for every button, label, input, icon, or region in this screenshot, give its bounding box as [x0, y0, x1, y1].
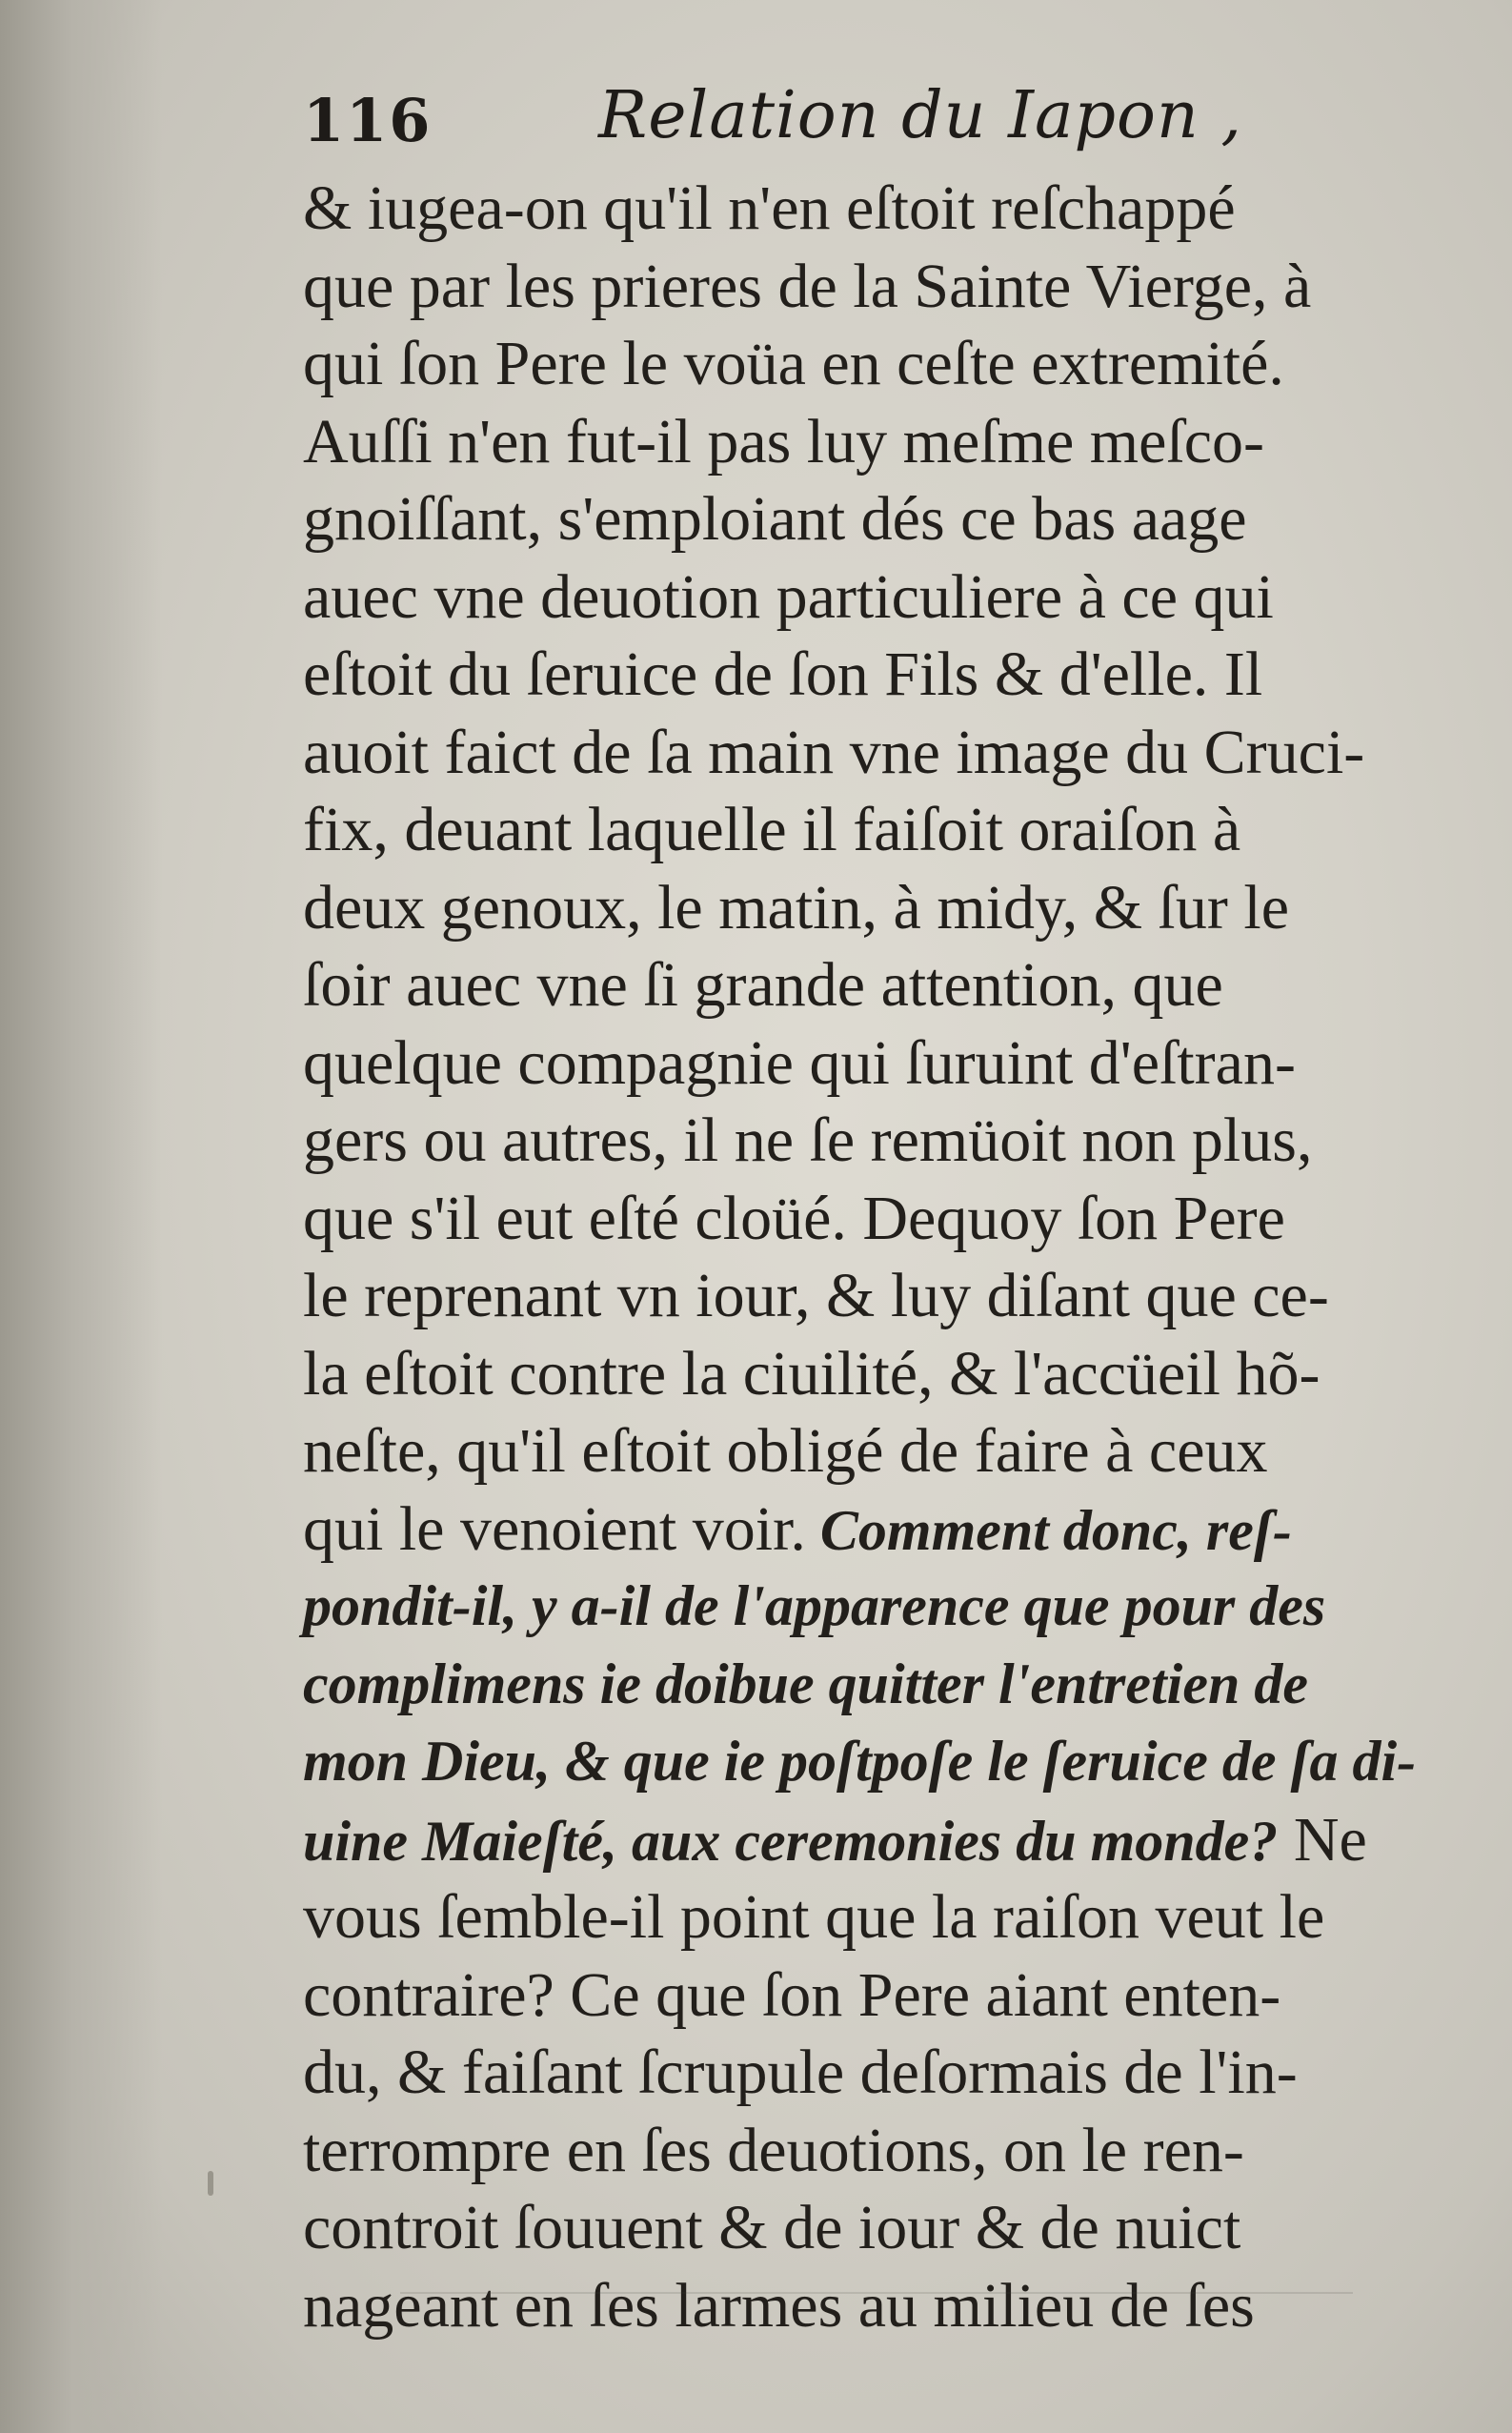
mixed-line: [303, 1490, 1446, 1569]
text-line: que par les prieres de la Sainte Vierge, à: [303, 251, 1312, 321]
ink-mark: [208, 2171, 213, 2196]
text-line: le reprenant vn iour, & luy diſant que ce-: [303, 1261, 1329, 1330]
body-text: [303, 170, 1446, 2344]
text-line: neſte, qu'il eſtoit obligé de faire à ceux: [303, 1416, 1268, 1486]
text-italic-segment: uine Maieſté, aux ceremonies du monde?: [303, 1809, 1279, 1873]
text-line: qui ſon Pere le voüa en ceſte extremité.: [303, 329, 1284, 398]
text-line: Auſſi n'en fut-il pas luy meſme meſco-: [303, 406, 1264, 476]
text-line: gers ou autres, il ne ſe remüoit non plus,: [303, 1105, 1313, 1175]
text-line: & iugea-on qu'il n'en eſtoit reſchappé: [303, 173, 1236, 243]
text-line: controit ſouuent & de iour & de nuict: [303, 2193, 1241, 2262]
text-line: eſtoit du ſeruice de ſon Fils & d'elle. Il: [303, 639, 1263, 709]
text-line: terrompre en ſes deuotions, on le ren-: [303, 2115, 1244, 2185]
text-line: auec vne deuotion particuliere à ce qui: [303, 561, 1274, 632]
running-title: Relation du Iapon ,: [598, 78, 1242, 153]
page-number: 116: [303, 86, 433, 155]
text-line: ſoir auec vne ſi grande attention, que: [303, 950, 1223, 1020]
page-header: [303, 78, 1427, 164]
text-line: que s'il eut eſté cloüé. Dequoy ſon Pere: [303, 1183, 1285, 1253]
text-line: la eſtoit contre la ciuilité, & l'accüeil hõ-: [303, 1338, 1320, 1409]
bottom-edge-shadow: [400, 2292, 1353, 2294]
mixed-line: [303, 1801, 1446, 1879]
text-italic-segment: Comment donc, reſ-: [805, 1498, 1292, 1562]
gutter-shadow: [0, 0, 162, 2433]
italic-line: complimens ie doibue quitter l'entretien de: [303, 1652, 1308, 1715]
text-line: fix, deuant laquelle il faiſoit oraiſon à: [303, 795, 1241, 864]
text-roman-segment: Ne: [1278, 1804, 1367, 1875]
text-line: gnoiſſant, s'emploiant dés ce bas aage: [303, 484, 1247, 554]
text-line: du, & faiſant ſcrupule deſormais de l'in-: [303, 2038, 1298, 2107]
text-line: auoit faict de ſa main vne image du Cruci-: [303, 717, 1365, 787]
text-line: vous ſemble-il point que la raiſon veut le: [303, 1882, 1325, 1952]
text-line: quelque compagnie qui ſuruint d'eſtran-: [303, 1027, 1296, 1098]
text-line: deux genoux, le matin, à midy, & ſur le: [303, 872, 1289, 943]
italic-line: mon Dieu, & que ie poſtpoſe le ſeruice de ſa di-: [303, 1730, 1417, 1793]
italic-line: pondit-il, y a-il de l'apparence que pour des: [303, 1574, 1326, 1637]
text-roman-segment: qui le venoient voir.: [303, 1493, 806, 1564]
text-line: nageant en ſes larmes au milieu de ſes: [303, 2270, 1255, 2341]
text-line: contraire? Ce que ſon Pere aiant enten-: [303, 1959, 1281, 2030]
